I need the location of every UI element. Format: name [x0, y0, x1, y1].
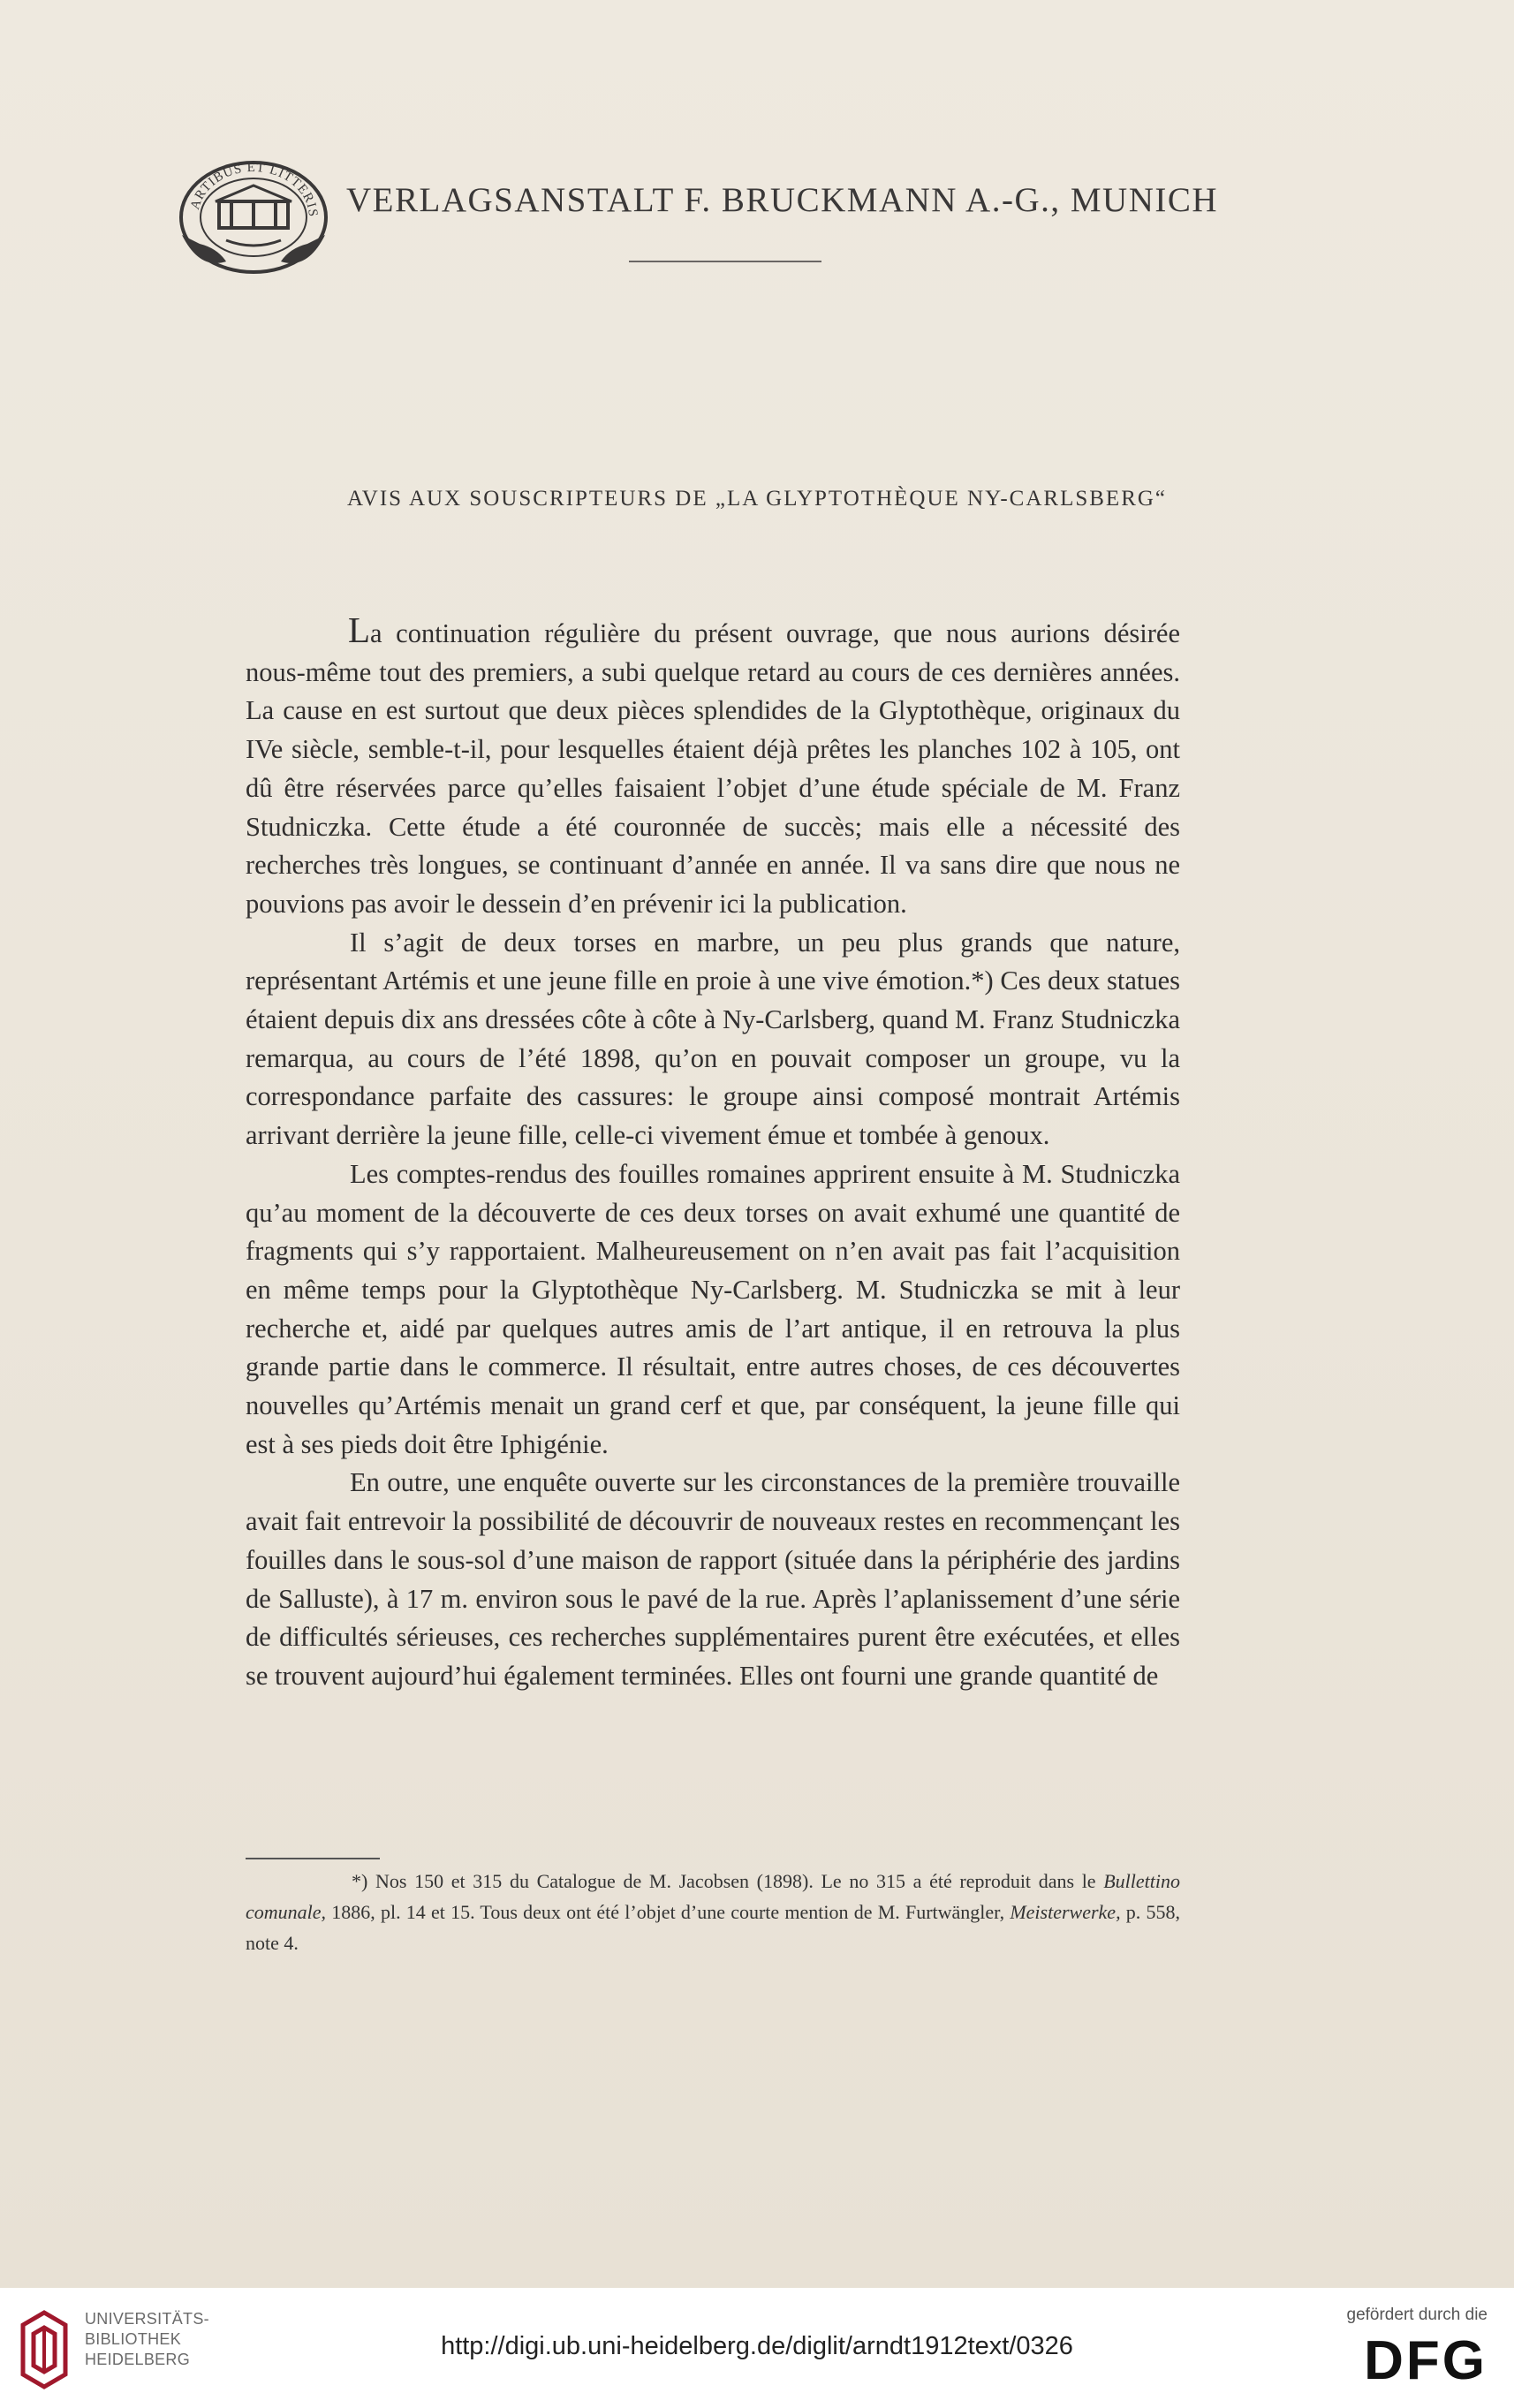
footnote-part-a: *) Nos 150 et 315 du Catalogue de M. Jacobsen (1898). Le no 315 a été reproduit dans le — [352, 1870, 1104, 1892]
source-url-link[interactable]: http://digi.ub.uni-heidelberg.de/diglit/arndt1912text/0326 — [441, 2332, 1073, 2360]
footnote — [246, 1866, 1180, 1958]
footnote-part-c: 1886, pl. 14 et 15. Tous deux ont été l’objet d’une courte mention de M. Furtwängler, — [326, 1901, 1011, 1923]
library-line-3: HEIDELBERG — [85, 2351, 191, 2368]
paragraph-4: En outre, une enquête ouverte sur les circonstances de la première trouvaille avait fait entrevoir la possibilité de découvrir de nouveaux restes en recommençant les fouilles dans le sous-sol d’une maison de rapport (située dans la périphérie des jardins de Salluste), à 17 m. environ sous le pavé de la rue. Après l’aplanissement d’une série de difficultés sérieuses, ces recherches supplémentaires purent être exécutées, et elles se trouvent aujourd’hui également terminées. Elles ont fourni une grande quantité de — [246, 1467, 1180, 1691]
publisher-heading: VERLAGSANSTALT F. BRUCKMANN A.-G., MUNICH — [346, 181, 1219, 219]
paragraph-1-text: a continuation régulière du présent ouvrage, que nous aurions désirée nous-même tout des premiers, a subi quelque retard au cours de ces dernières années. La cause en est surtout que deux pièces splendides de la Glyptothèque, originaux du IVe siècle, semble-t-il, pour lesquelles étaient déjà prêtes les planches 102 à 105, ont dû être réservées parce qu’elles faisaient l’objet d’une étude spéciale de M. Franz Studniczka. Cette étude a été couronnée de succès; mais elle a nécessité des recherches très longues, se continuant d’année en année. Il va sans dire que nous ne pouvions pas avoir le dessein d’en prévenir ici la publication. — [246, 618, 1180, 919]
footnote-text — [246, 1866, 1180, 1958]
seal-text: ARTIBUS ET LITTERIS — [187, 160, 321, 218]
library-line-1: UNIVERSITÄTS- — [85, 2310, 209, 2328]
paragraph-1 — [246, 610, 1180, 924]
paragraph-2: Il s’agit de deux torses en marbre, un peu plus grands que nature, représentant Artémis et une jeune fille en proie à une vive émotion.*) Ces deux statues étaient depuis dix ans dressées côte à côte à Ny-Carlsberg, quand M. Franz Studniczka remarqua, au cours de l’été 1898, qu’on en pouvait composer un groupe, vu la correspondance parfaite des cassures: le groupe ainsi composé montrait Artémis arrivant derrière la jeune fille, celle-ci vivement émue et tombée à genoux. — [246, 927, 1180, 1151]
footnote-italic-meisterwerke: Meisterwerke, — [1010, 1901, 1121, 1923]
footnote-part-e: p. 558, note 4. — [246, 1901, 1181, 1954]
paragraph-3: Les comptes-rendus des fouilles romaines apprirent ensuite à M. Studniczka qu’au moment de la découverte de ces deux torses on avait exhumé une quantité de fragments qui s’y rapportaient. Malheureusement on n’en avait pas fait l’acquisition en même temps pour la Glyptothèque Ny-Carlsberg. M. Studniczka se mit à leur recherche et, aidé par quelques autres amis de l’art antique, il en retrouva la plus grande partie dans le commerce. Il résultait, entre autres choses, de ces découvertes nouvelles qu’Artémis menait un grand cerf et que, par conséquent, la jeune fille qui est à ses pieds doit être Iphigénie. — [246, 1158, 1180, 1459]
footnote-rule — [246, 1858, 380, 1859]
funding-label: gefördert durch die — [1346, 2306, 1488, 2324]
header-rule — [629, 261, 821, 262]
footer-bar — [0, 2288, 1514, 2408]
dfg-logo: DFG — [1364, 2330, 1488, 2391]
initial-letter: L — [348, 610, 371, 650]
publisher-seal-icon — [173, 155, 334, 288]
library-line-2: BIBLIOTHEK — [85, 2330, 182, 2348]
notice-title: AVIS AUX SOUSCRIPTEURS DE „LA GLYPTOTHÈQUE NY-CARLSBERG“ — [346, 487, 1168, 511]
body-text — [246, 610, 1180, 1696]
footnote-italic-bullettino: Bullettino comunale, — [246, 1870, 1180, 1923]
